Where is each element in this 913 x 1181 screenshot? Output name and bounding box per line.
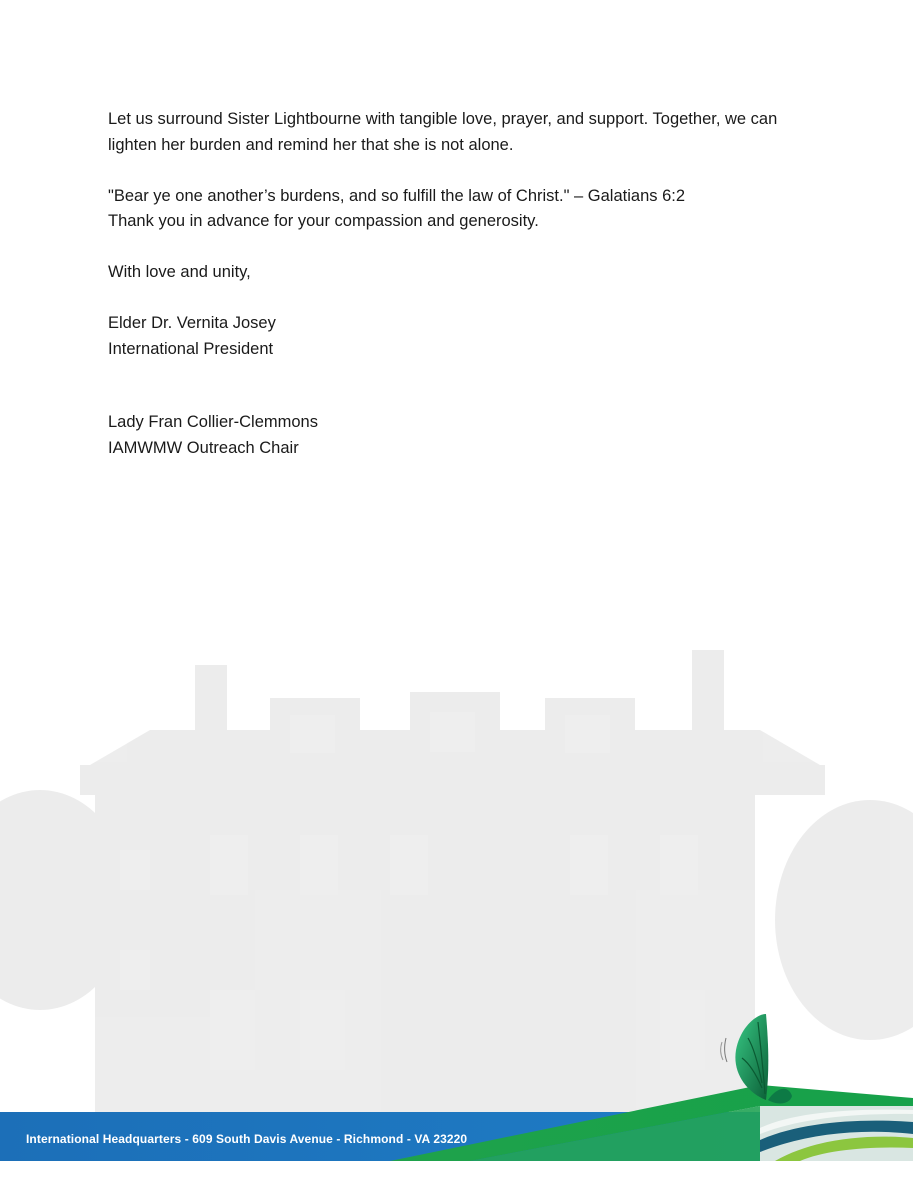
signer-name: Lady Fran Collier-Clemmons [108, 413, 318, 431]
letter-paragraph: Let us surround Sister Lightbourne with tangible love, prayer, and support. Together, we can lighten her burden and remind her that she is not alone. [108, 110, 778, 154]
footer-address: International Headquarters - 609 South Davis Avenue - Richmond - VA 23220 [26, 1132, 468, 1146]
paragraph-spacer [108, 286, 828, 312]
letter-body [108, 107, 828, 461]
closing-line: With love and unity, [108, 263, 251, 281]
signer-title: International President [108, 339, 274, 358]
butterfly-logo-icon [718, 1008, 808, 1108]
signature-spacer [108, 362, 828, 410]
paragraph-spacer [108, 235, 828, 261]
thank-you-line: Thank you in advance for your compassion and generosity. [108, 212, 539, 230]
signer-title: IAMWMW Outreach Chair [108, 438, 299, 457]
paragraph-spacer [108, 158, 828, 184]
signer-name: Elder Dr. Vernita Josey [108, 314, 276, 332]
scripture-quote: "Bear ye one another’s burdens, and so fulfill the law of Christ." – Galatians 6:2 [108, 186, 686, 205]
